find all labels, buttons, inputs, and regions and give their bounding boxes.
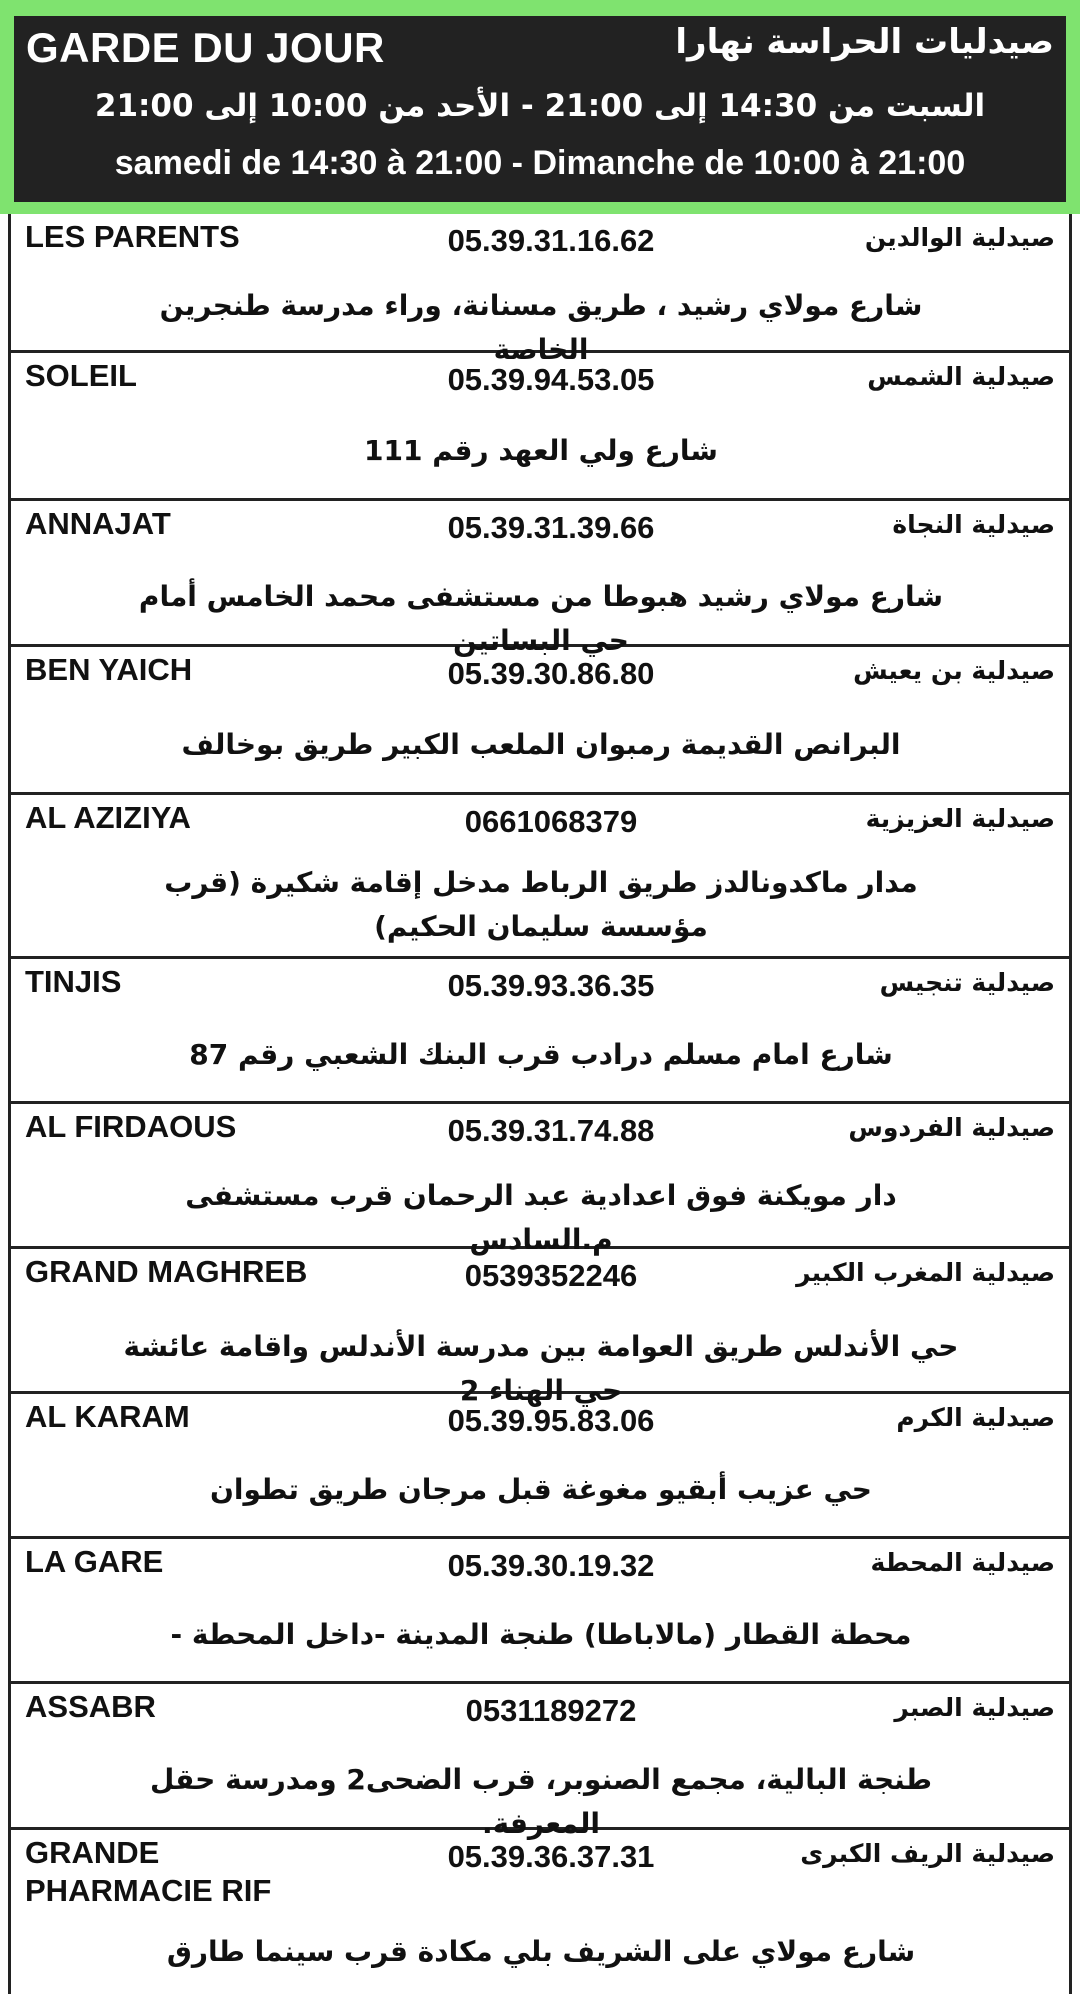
pharmacy-name-ar: صيدلية بن يعيش: [853, 656, 1055, 685]
pharmacy-name-ar: صيدلية الشمس: [867, 362, 1055, 391]
header-panel: [14, 16, 1066, 202]
pharmacy-address: طنجة البالية، مجمع الصنوبر، قرب الضحى2 ومدرسة حقل المعرفة.: [150, 1763, 932, 1840]
pharmacy-phone: 05.39.31.74.88: [447, 1113, 655, 1148]
pharmacy-phone: 0539352246: [464, 1258, 638, 1293]
pharmacy-address: شارع مولاي رشيد هبوطا من مستشفى محمد الخامس أمام حي البساتين: [138, 580, 944, 657]
pharmacy-name-ar: صيدلية الكرم: [896, 1403, 1055, 1432]
pharmacy-name: ANNAJAT: [25, 506, 171, 541]
title-fr: GARDE DU JOUR: [26, 24, 385, 71]
title-ar: صيدليات الحراسة نهارا: [675, 22, 1054, 62]
pharmacy-address: شارع مولاي على الشريف بلي مكادة قرب سينما طارق: [166, 1935, 916, 1968]
pharmacy-address: البرانص القديمة رمبوان الملعب الكبير طريق بوخالف: [181, 728, 901, 761]
pharmacy-name-ar: صيدلية المحطة: [870, 1548, 1055, 1577]
pharmacy-entry: [11, 1830, 1069, 1994]
pharmacy-address: مدار ماكدونالدز طريق الرباط مدخل إقامة شكيرة (قرب مؤسسة سليمان الحكيم): [164, 866, 918, 943]
pharmacy-name-ar: صيدلية تنجيس: [879, 968, 1055, 997]
pharmacy-name-ar: صيدلية الريف الكبرى: [800, 1839, 1055, 1868]
pharmacy-entry: [11, 501, 1069, 657]
hours-fr: samedi de 14:30 à 21:00 - Dimanche de 10:00 à 21:00: [114, 144, 966, 182]
pharmacy-phone: 05.39.31.39.66: [447, 510, 655, 545]
pharmacy-entry: [11, 353, 1069, 501]
pharmacy-address: حي الأندلس طريق العوامة بين مدرسة الأندلس واقامة عائشة حي الهناء 2: [123, 1330, 959, 1407]
pharmacy-entry: [11, 795, 1069, 959]
pharmacy-phone: 0531189272: [465, 1693, 637, 1728]
pharmacy-name: GRANDE PHARMACIE RIF: [25, 1835, 272, 1908]
header-banner: [0, 0, 1080, 214]
pharmacy-phone: 05.39.30.86.80: [447, 656, 655, 691]
pharmacy-name: TINJIS: [25, 964, 122, 999]
pharmacy-entry: [11, 959, 1069, 1104]
pharmacy-name-ar: صيدلية المغرب الكبير: [796, 1258, 1055, 1287]
pharmacy-name: SOLEIL: [25, 358, 137, 393]
pharmacy-name: LES PARENTS: [25, 219, 240, 254]
pharmacy-phone: 05.39.36.37.31: [447, 1839, 655, 1874]
pharmacy-entry: [11, 1539, 1069, 1684]
pharmacy-name-ar: صيدلية النجاة: [892, 510, 1055, 539]
pharmacy-name: ASSABR: [25, 1689, 156, 1724]
pharmacy-name-ar: صيدلية الفردوس: [848, 1113, 1055, 1142]
pharmacy-name: AL FIRDAOUS: [25, 1109, 237, 1144]
pharmacy-name-ar: صيدلية الوالدين: [864, 223, 1055, 252]
pharmacy-name: GRAND MAGHREB: [25, 1254, 308, 1289]
pharmacy-phone: 05.39.30.19.32: [447, 1548, 655, 1583]
pharmacy-name: BEN YAICH: [25, 652, 193, 687]
pharmacy-name: AL AZIZIYA: [25, 800, 191, 835]
pharmacy-entry: [11, 1394, 1069, 1539]
pharmacy-phone: 05.39.93.36.35: [447, 968, 655, 1003]
pharmacy-address: شارع ولي العهد رقم 111: [364, 434, 718, 467]
pharmacy-entry: [11, 214, 1069, 366]
pharmacy-name-ar: صيدلية الصبر: [894, 1693, 1055, 1722]
pharmacy-address: دار مويكنة فوق اعدادية عبد الرحمان قرب مستشفى م.السادس: [185, 1179, 897, 1256]
pharmacy-entry: [11, 1684, 1069, 1840]
pharmacy-name: AL KARAM: [25, 1399, 190, 1434]
pharmacy-address: حي عزيب أبقيو مغوغة قبل مرجان طريق تطوان: [210, 1473, 872, 1506]
pharmacy-name-ar: صيدلية العزيزية: [865, 804, 1055, 833]
pharmacy-phone: 05.39.31.16.62: [447, 223, 655, 258]
pharmacy-address: شارع مولاي رشيد ، طريق مسنانة، وراء مدرسة طنجرين الخاصة: [159, 289, 923, 366]
pharmacy-name: LA GARE: [25, 1544, 164, 1579]
pharmacy-entry: [11, 647, 1069, 795]
pharmacy-table: [8, 214, 1072, 1994]
pharmacy-entry: [11, 1104, 1069, 1256]
pharmacy-phone: 05.39.95.83.06: [447, 1403, 655, 1438]
pharmacy-phone: 0661068379: [464, 804, 638, 839]
pharmacy-address: شارع امام مسلم درادب قرب البنك الشعبي رقم 87: [189, 1038, 893, 1071]
pharmacy-entry: [11, 1249, 1069, 1407]
hours-ar: السبت من 14:30 إلى 21:00 - الأحد من 10:00 إلى 21:00: [94, 88, 986, 124]
pharmacy-phone: 05.39.94.53.05: [447, 362, 655, 397]
pharmacy-address: محطة القطار (مالاباطا) طنجة المدينة -داخل المحطة -: [170, 1618, 912, 1651]
